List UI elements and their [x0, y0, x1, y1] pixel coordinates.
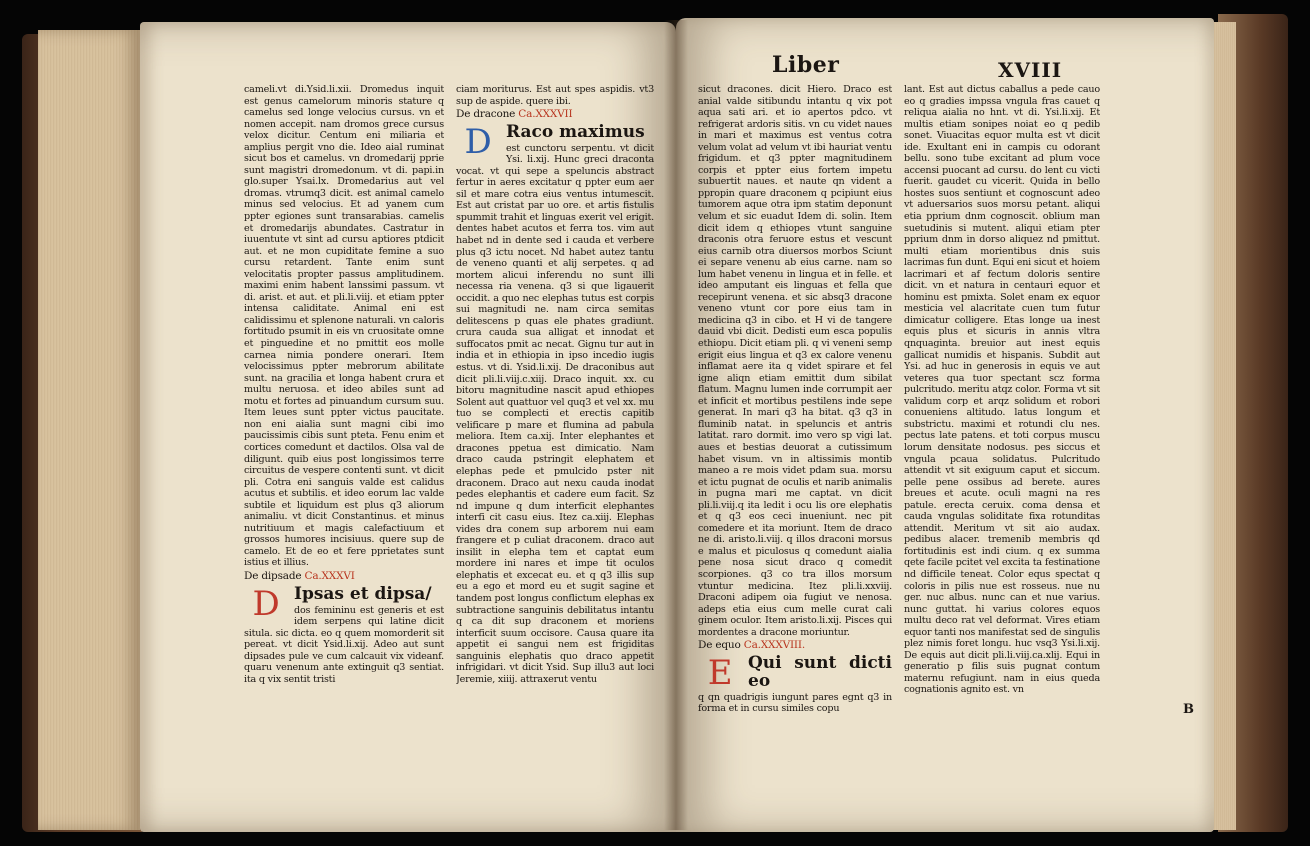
initial-letter: D [252, 583, 280, 624]
rubric-title: De dipsade [244, 569, 302, 582]
signature-mark: B [1183, 702, 1194, 717]
rubric-line [456, 109, 654, 121]
left-column-2 [456, 84, 654, 714]
chapter-heading: Ipsas et dipsa/ [294, 583, 432, 604]
column-text: cameli.vt di.Ysid.li.xii. Dromedus inquit est genus camelorum minoris stature q camelus sed longe velocius cursus. vn et nomen accepit. nam dromos grece cursus velox dicitur. Centum eni miliaria et amplius pergit vno die. Ideo aial ruminat sicut bos et camelus. vn dromedarij pprie sunt magistri dromedonum. vt di. papi.in glo.super Ysai.lx. Dromedarius aut vel dromas. vtrumq3 dicit. est animal camelo minus sed velocius. Et ad yanem cum ppter egiones sunt transarabias. camelis et dromedarijs abundates. Castratur in iuuentute vt sint ad cursu aptiores ptdicit aut. et ne mon cupiditate femine a suo cursu retardent. Tante enim sunt velocitatis propter passus amplitudinem. maximi enim habent lanssimi passum. vt di. arist. et aut. et pli.li.viij. et etiam ppter intensa caliditate. Animal eni est calidissimu et splenone naturali. vn caloris fortitudo psumit in eis vn cruositate omne et pinguedine et no pmittit eos molle carnea nimia pondere onerari. Item velocissimus ppter mebrorum abilitate sunt. na gracilia et longa habent crura et multu neruosa. et ideo abiles sunt ad motu et fortes ad pinuandum cursum suu. Item leues sunt ppter victus paucitate. non eni aialia sunt magni cibi imo paucissimis cibis sunt pteta. Fenu enim et cortices comedunt et dactilos. Olsa val de diligunt. quib eius post longissimos terre circuitus de vespere contenti sunt. vt dicit pli. Cotra eni sanguis valde est calidus acutus et subtilis. et ideo eorum lac valde subtile et liquidum est plus q3 aliorum animaliu. vt dicit Constantinus. et minus nutritiuum et magis calefactiuum et grossos humores incisiuus. quere sup de camelo. Et de eo et fere pprietates sunt istius et illius. [244, 84, 444, 569]
column-text: dos femininu est generis et est idem serpens qui latine dicit situla. sic dicta. eo q quem momorderit sit pereat. vt dicit Ysid.li.xij. Adeo aut sunt dipsades pule ve cum calcauit vix videanf. quaru venenum ante extinguit q3 sentiat. ita q vix sentit tristi [244, 604, 444, 685]
right-column-1 [698, 84, 892, 724]
book-gutter [664, 20, 688, 830]
right-page-edges [1212, 22, 1236, 830]
column-text: ciam moriturus. Est aut spes aspidis. vt3 sup de aspide. quere ibi. [456, 84, 654, 107]
column-text: sicut dracones. dicit Hiero. Draco est anial valde sitibundu intantu q vix pot aqua sati ari. et io apertos pdco. vt refrigerat ardoris sitis. vn cu videt naues in mari et maximus est ventus cotra velum volat ad velum vt ibi hauriat ventu frigidum. et q3 ppter magnitudinem corpis et ppter eius fortem impetu subuertit naues. et naute qn vident a ppropin quare draconem q pcipiunt eius tumorem aque otra ipm statim deponunt velum et sic euadut Idem di. solin. Item dicit idem q ethiopes vtunt sanguine draconis otra feruore estus et vescunt eius carnib otra diuersos morbos Sciunt ei separe venenu ab eius carne. nam so lum habet venenu in lingua et in felle. et ideo amputant eis linguas et fella que recepirunt venena. et sic absq3 dracone veneno vtunt cor pore eius tam in medicina q3 in cibo. et H vi de tangere dauid vbi dicit. Dedisti eum esca populis ethiopu. Dicit etiam pli. q vi veneni semp erigit eius lingua et q3 ex calore venenu inflamat aere ita q videt spirare et fel igne aliqn etiam emittit dum sibilat flatum. Magnu lumen inde corrumpit aer et inficit et mortibus pestilens inde sepe generat. In mari q3 ha bitat. q3 q3 in fluminib natat. in speluncis et antris latitat. raro dormit. imo vero sp vigi lat. aues et bestias deuorat a cutissimum habet visum. vn in altissimis montib maneo a re mois videt pdam sua. morsu et ictu pugnat de oculis et narib animalis in pugna mari me captat. vn dicit pli.li.viij.q ita ledit i ocu lis ore elephatis et q q3 eos ceci inueniunt. nec pit comedere et ita moriunt. Item de draco ne di. aristo.li.viij. q illos draconi morsus e malus et piculosus q comedunt aialia pene nosa sicut draco q comedit scorpiones. q3 co tra illos morsum vtuntur medicina. Itez pli.li.xxviij. Draconi adipem oia fugiut ve nenosa. adeps etia eius cum melle curat cali ginem oculor. Item aristo.li.xij. Pisces qui mordentes a dracone moriuntur. [698, 84, 892, 638]
rubric-title: De equo [698, 639, 741, 652]
right-column-2 [904, 84, 1100, 724]
rubric-line [698, 640, 892, 652]
left-page-edges [38, 30, 140, 830]
chapter-number: Ca.XXXVII [518, 108, 573, 121]
chapter-heading: Raco maximus [506, 121, 645, 142]
column-text: est cunctoru serpentu. vt dicit Ysi. li.xij. Hunc greci draconta vocat. vt qui sepe a speluncis abstract fertur in aeres excitatur q ppter eum aer sil et mare cotra eius ventus intumescit. Est aut cristat par uo ore. et artis fistulis spummit trahit et linguas exerit vel erigit. dentes habet acutos et ferra tos. vim aut habet nd in dente sed i cauda et verbere plus q3 ictu nocet. Nd habet autez tantu de veneno quanti et alij serpetes. q ad mortem alicui inferendu no sunt illi necessa ria venena. q3 si que ligauerit occidit. a quo nec elephas tutus est corpis sui magnitudi ne. nam circa semitas delitescens p quas ele phates gradiunt. crura cauda sua alligat et innodat et suffocatos pmit ac necat. Gignu tur aut in india et in ethiopia in ipso incedio iugis estus. vt di. Ysid.li.xij. De draconibus aut dicit pli.li.viij.c.xiij. Draco inquit. xx. cu bitoru magnitudine nascit apud ethiopes Solent aut quattuor vel quq3 et vel xx. mu tuo se complecti et erectis capitib velificare p mare et flumina ad pabula meliora. Item ca.xij. Inter elephantes et dracones ppetua est dimicatio. Nam draco cauda pstringit elephatem et elephas pede et pmulcido pster nit draconem. Draco aut nexu cauda inodat pedes elephantis et cadere eum facit. Sz nd impune q dum interficit elephantes interfi cit casu eius. Itez ca.xiij. Elephas vides dra conem sup arborem nui eam frangere et p culiat draconem. draco aut insilit in elepha tem et captat eum mordere ini nares et impe tit oculos elephatis et excecat eu. et q q3 illis sup eu a ego et mord eu et sugit sagine et tandem post longus conflictum elephas ex subtractione sanguinis debilitatus intantu q ca dit sup draconem et moriens interficit suum occisore. Causa quare ita appetit ei sangui nem est frigiditas sanguinis elephatis quo draco appetit infrigidari. vt dicit Ysid. Sup illu3 aut loci Jeremie, xiiij. attraxerut ventu [456, 142, 654, 685]
column-text: q qn quadrigis iungunt pares egnt q3 in forma et in cursu similes copu [698, 691, 892, 715]
left-column-1 [244, 84, 444, 714]
chapter-number: Ca.XXXVIII. [743, 639, 805, 652]
chapter-heading: Qui sunt dicti eo [748, 652, 892, 691]
initial-letter: D [464, 121, 492, 162]
folio-number: XVIII [998, 58, 1063, 82]
column-text: lant. Est aut dictus caballus a pede cauo eo q gradies impssa vngula fras cauet q reliqua aialia no hnt. vt di. Ysi.li.xij. Et multis etiam sonipes noiat eo q pedib sonet. Viuacitas equor multa est vt dicit ide. Exultant eni in campis cu odorant bellu. sono tube excitant ad plum voce accensi puocant ad cursu. do lent cu victi fuerit. gaudet cu vicerit. Quida in bello hostes suos sentiunt et cognoscunt adeo vt aduersarios suos morsu petant. aliqui etia pprium dnm cognoscit. oblium man suetudinis si mutent. aliqui etiam pter pprium dnm in dorso aliquez nd pmittut. multi etiam morientibus dnis suis lacrimas fun dunt. Equi eni sicut et hoiem lacrimari et af fectum doloris sentire dicit. vn et natura in centauri equor et hominu est pmixta. Solet enam ex equor mesticia vel alacritate cuen tum futur dimicatur colligere. Etas longe ua inest equis plus et sicuris in annis vltra qnquaginta. breuior aut inest equis gallicat numidis et hispanis. Subdit aut Ysi. ad huc in generosis in equis ve aut veteres qua tuor spectant scz forma pulcritudo. meritu atqz color. Forma vt sit validum corp et arqz solidum et robori conueniens altitudo. latus longum et substrictu. maximi et rotundi clu nes. pectus late patens. et toti corpus muscu lorum densitate nodosus. pes siccus et vngula pcaua solidatus. Pulcritudo attendit vt sit exiguum caput et siccum. pelle pene ossibus ad berete. aures breues et acute. oculi magni na res patule. erecta ceruix. coma densa et cauda vngulas soliditate fixa rotunditas attendit. Meritum vt sit aio audax. pedibus alacer. tremenib membris qd fortitudinis est indi cium. q ex summa qete facile pcitet vel excita ta festinatione nd difficile teneat. Color equs spectat q coloris in pilis nue est rosseus. nue nu ger. nuc albus. nunc can et nue varius. nunc guttat. hi varius colores equos multu deco rat vel deformat. Vires etiam equor tanti nos manifestat sed de singulis plez nimis foret longu. huc vsq3 Ysi.li.xij. De equis aut dicit pli.li.viij.ca.xlij. Equi in generatio p filis suis pugnat contum maternu refugiunt. nam in eius queda cognationis agnito est. vn [904, 84, 1100, 696]
rubric-line [244, 571, 444, 583]
chapter-number: Ca.XXXVI [304, 569, 355, 582]
initial-letter: E [707, 652, 733, 693]
rubric-title: De dracone [456, 108, 516, 121]
running-title: Liber [772, 52, 840, 78]
